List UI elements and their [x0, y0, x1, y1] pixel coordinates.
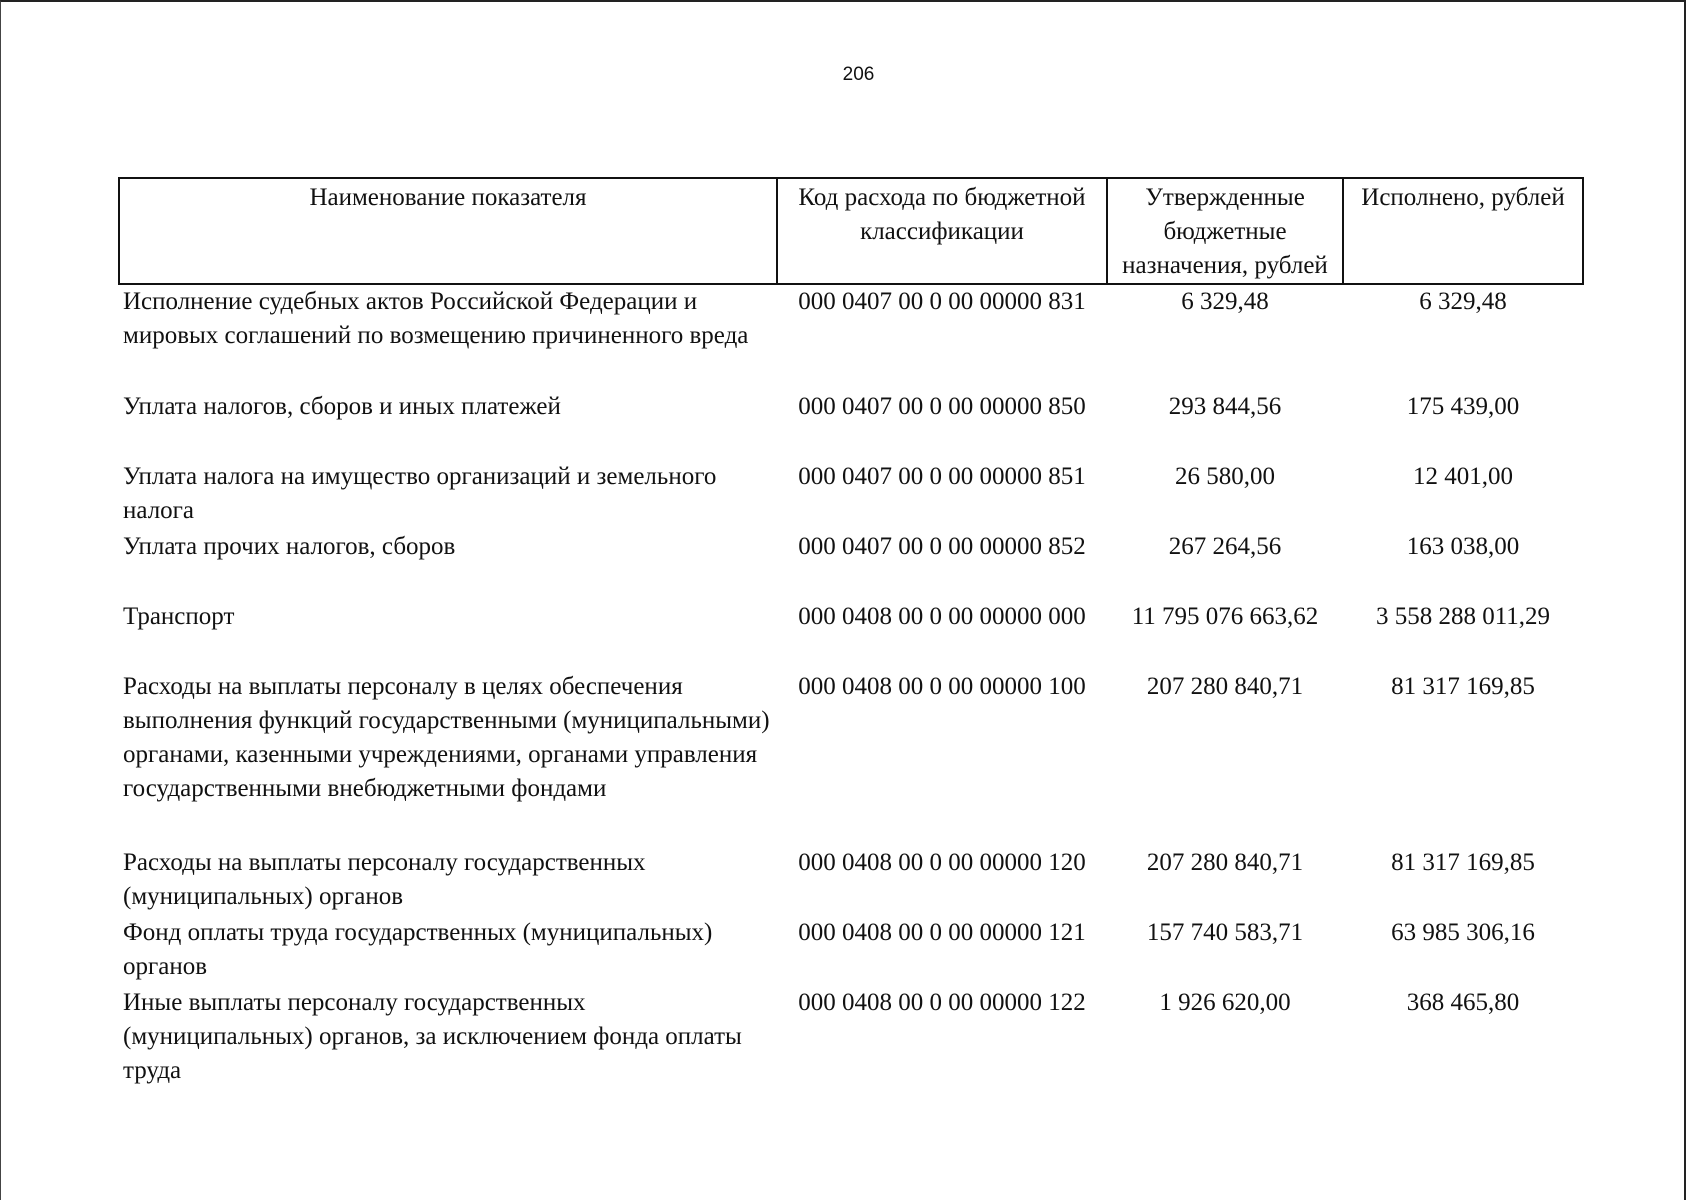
row-approved: 267 264,56 — [1168, 533, 1282, 560]
row-code: 000 0407 00 0 00 00000 831 — [798, 288, 1086, 315]
row-approved: 157 740 583,71 — [1146, 919, 1304, 946]
header-expense-code: Код расхода по бюджетной классификации — [777, 178, 1107, 284]
table-row — [119, 670, 1583, 846]
budget-execution-table — [118, 177, 1584, 1088]
row-code: 000 0408 00 0 00 00000 120 — [798, 849, 1086, 876]
table-row — [119, 986, 1583, 1088]
row-executed: 6 329,48 — [1419, 288, 1507, 315]
row-approved: 11 795 076 663,62 — [1131, 603, 1319, 630]
header-indicator-name: Наименование показателя — [119, 178, 777, 284]
row-name: Расходы на выплаты персоналу в целях обеспечения выполнения функций государственными (муниципальными) органами, казенными учреждениями, органами управления государственными внебюджетными фондами — [123, 673, 770, 802]
row-code: 000 0408 00 0 00 00000 122 — [798, 989, 1086, 1016]
row-executed: 81 317 169,85 — [1391, 849, 1535, 876]
row-approved: 207 280 840,71 — [1146, 673, 1304, 700]
row-executed: 368 465,80 — [1406, 989, 1520, 1016]
row-name: Уплата прочих налогов, сборов — [123, 533, 456, 560]
table-row — [119, 460, 1583, 530]
table-row — [119, 530, 1583, 600]
header-approved-budget: Утвержденные бюджетные назначения, рублей — [1107, 178, 1343, 284]
row-name: Уплата налогов, сборов и иных платежей — [123, 393, 561, 420]
table-row — [119, 284, 1583, 390]
row-name: Исполнение судебных актов Российской Федерации и мировых соглашений по возмещению причиненного вреда — [123, 288, 749, 349]
row-executed: 12 401,00 — [1413, 463, 1513, 490]
row-code: 000 0408 00 0 00 00000 121 — [798, 919, 1086, 946]
table-header-row — [119, 178, 1583, 284]
header-executed: Исполнено, рублей — [1343, 178, 1583, 284]
row-approved: 1 926 620,00 — [1159, 989, 1291, 1016]
page-number: 206 — [842, 64, 875, 85]
table-row — [119, 600, 1583, 670]
row-executed: 63 985 306,16 — [1391, 919, 1535, 946]
row-executed: 175 439,00 — [1406, 393, 1520, 420]
row-code: 000 0407 00 0 00 00000 851 — [798, 463, 1086, 490]
row-name: Расходы на выплаты персоналу государственных (муниципальных) органов — [123, 849, 646, 910]
row-approved: 207 280 840,71 — [1146, 849, 1304, 876]
row-name: Иные выплаты персоналу государственных (муниципальных) органов, за исключением фонда оплаты труда — [123, 989, 742, 1084]
row-name: Фонд оплаты труда государственных (муниципальных) органов — [123, 919, 713, 980]
row-name: Уплата налога на имущество организаций и земельного налога — [123, 463, 717, 524]
table-row — [119, 916, 1583, 986]
row-code: 000 0408 00 0 00 00000 000 — [798, 603, 1086, 630]
row-code: 000 0408 00 0 00 00000 100 — [798, 673, 1086, 700]
row-approved: 26 580,00 — [1175, 463, 1275, 490]
row-executed: 81 317 169,85 — [1391, 673, 1535, 700]
row-executed: 163 038,00 — [1406, 533, 1520, 560]
row-code: 000 0407 00 0 00 00000 852 — [798, 533, 1086, 560]
row-name: Транспорт — [123, 603, 235, 630]
row-approved: 293 844,56 — [1168, 393, 1282, 420]
row-code: 000 0407 00 0 00 00000 850 — [798, 393, 1086, 420]
table-row — [119, 846, 1583, 916]
row-approved: 6 329,48 — [1181, 288, 1269, 315]
row-executed: 3 558 288 011,29 — [1375, 603, 1551, 630]
table-row — [119, 390, 1583, 460]
